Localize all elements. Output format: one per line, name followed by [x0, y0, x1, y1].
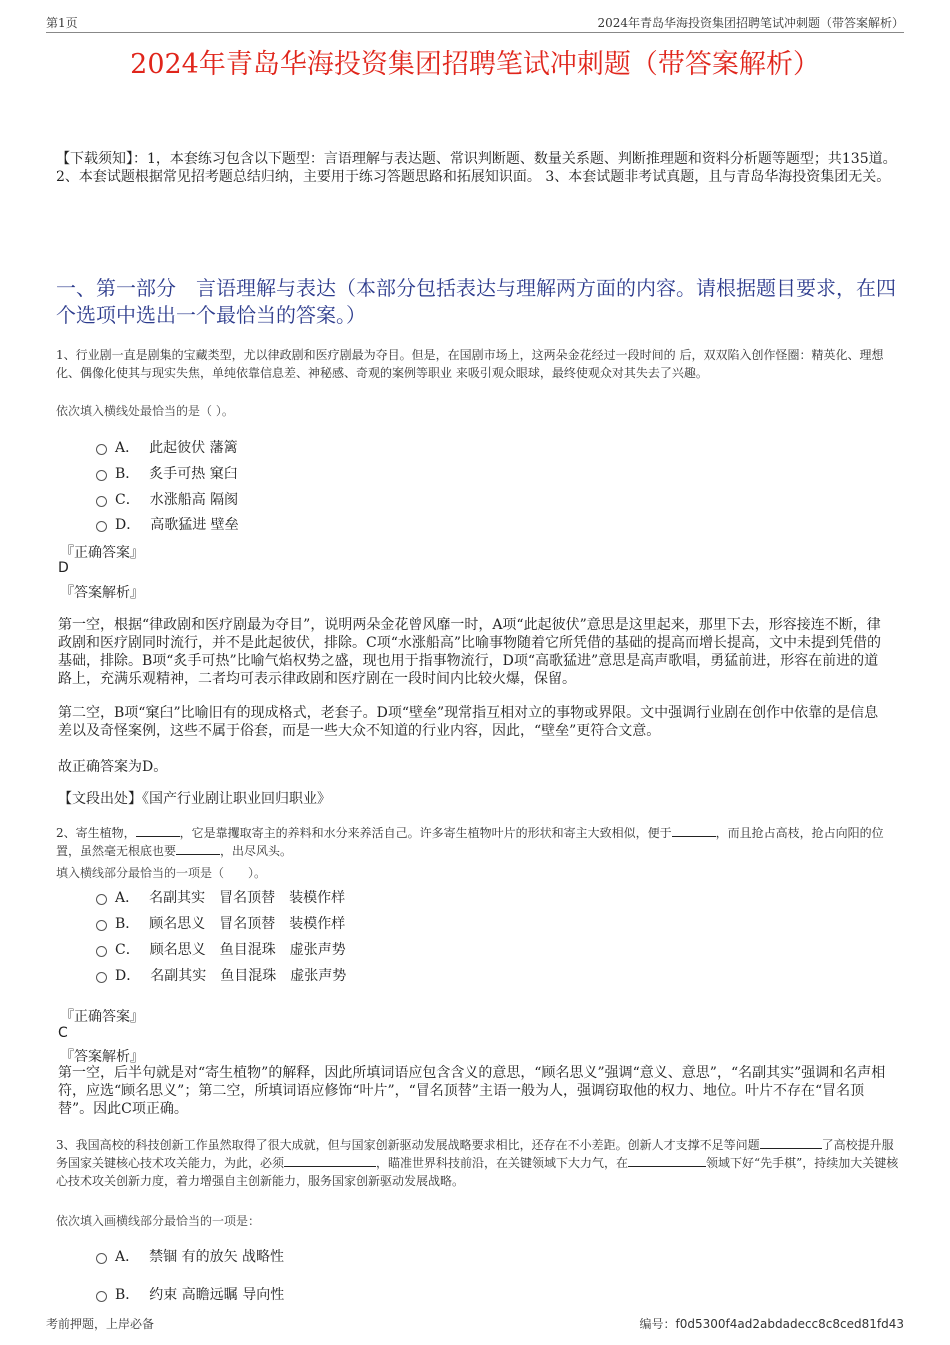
radio-icon[interactable] — [96, 444, 107, 455]
question-2-analysis-label: 『答案解析』 — [60, 1049, 144, 1065]
section-title: 一、第一部分 言语理解与表达（本部分包括表达与理解两方面的内容。请根据题目要求，在四个选项中选出一个最恰当的答案。） — [56, 276, 896, 327]
fill-blank[interactable] — [628, 1155, 706, 1167]
radio-icon[interactable] — [96, 1253, 107, 1264]
radio-icon[interactable] — [96, 521, 107, 532]
fill-blank[interactable] — [284, 1155, 376, 1167]
question-2-answer: C — [58, 1025, 68, 1041]
footer-code: 编号：f0d5300f4ad2abdadecc8c8ced81fd43 — [639, 1317, 904, 1331]
question-2-stem: 2、寄生植物， ，它是靠攫取寄主的养料和水分来养活自己。许多寄生植物叶片的形状和寄主大致相似，便于 ，而且抢占高枝，抢占向阳的位置，虽然毫无根底也要 ，出尽风头。 — [56, 826, 884, 858]
option-letter: B． — [115, 1287, 140, 1303]
option-text: 顾名思义 冒名顶替 装模作样 — [149, 916, 346, 932]
option-text: 水涨船高 隔阂 — [149, 492, 239, 508]
radio-icon[interactable] — [96, 972, 107, 983]
option-letter: B． — [115, 916, 140, 932]
fill-blank[interactable] — [672, 825, 716, 837]
question-3-option-a[interactable] — [96, 1246, 284, 1266]
question-1-option-c[interactable] — [96, 489, 238, 509]
question-2-hint: 填入横线部分最恰当的一项是（ ）。 — [56, 866, 267, 880]
download-notice: 【下载须知】：1，本套练习包含以下题型：言语理解与表达题、常识判断题、数量关系题、判断推理题和资料分析题等题型；共135道。 2、本套试题根据常见招考题总结归纳，主要用于练习答题思路和拓展知识面。 3、本套试题非考试真题，且与青岛华海投资集团无关。 — [56, 151, 897, 185]
fill-blank[interactable] — [136, 825, 180, 837]
question-1-hint: 依次填入横线处最恰当的是（ ）。 — [56, 404, 234, 418]
page-footer — [46, 1315, 904, 1332]
option-letter: A． — [115, 440, 140, 456]
document-title: 2024年青岛华海投资集团招聘笔试冲刺题（带答案解析） — [130, 49, 820, 80]
question-1-analysis-p3: 故正确答案为D。 — [58, 759, 168, 775]
question-2-answer-label: 『正确答案』 — [60, 1009, 144, 1025]
question-2-option-a[interactable] — [96, 887, 345, 907]
radio-icon[interactable] — [96, 1291, 107, 1302]
option-letter: A． — [115, 890, 140, 906]
question-1-analysis-p1: 第一空，根据“律政剧和医疗剧最为夺目”，说明两朵金花曾风靡一时，A项“此起彼伏”意思是这里起来，那里下去，形容接连不断，律政剧和医疗剧同时流行，并不是此起彼伏，排除。C项“水涨船高”比喻事物随着它所凭借的基础的提高而增长提高，文中未提到凭借的基础，排除。B项“炙手可热”比喻气焰权势之盛，现也用于指事物流行，D项“高歌猛进”意思是高声歌唱，勇猛前进，形容在前进的道路上，充满乐观精神，二者均可表示律政剧和医疗剧在一段时间内比较火爆，保留。 — [58, 617, 882, 687]
question-1-option-b[interactable] — [96, 463, 238, 483]
fill-blank[interactable] — [760, 1137, 822, 1149]
question-1-analysis-label: 『答案解析』 — [60, 585, 144, 601]
question-2-option-d[interactable] — [96, 965, 346, 985]
question-2-option-b[interactable] — [96, 913, 345, 933]
question-1-option-d[interactable] — [96, 514, 239, 534]
radio-icon[interactable] — [96, 496, 107, 507]
option-text: 顾名思义 鱼目混珠 虚张声势 — [149, 942, 346, 958]
radio-icon[interactable] — [96, 894, 107, 905]
question-1-option-a[interactable] — [96, 437, 238, 457]
radio-icon[interactable] — [96, 470, 107, 481]
question-2-option-c[interactable] — [96, 939, 346, 959]
option-text: 名副其实 冒名顶替 装模作样 — [149, 890, 346, 906]
option-text: 此起彼伏 藩篱 — [149, 440, 238, 456]
option-text: 高歌猛进 壁垒 — [150, 517, 239, 533]
page-number: 第1页 — [46, 16, 78, 30]
question-3-stem: 3、我国高校的科技创新工作虽然取得了很大成就，但与国家创新驱动发展战略要求相比，还存在不小差距。创新人才支撑不足等问题 了高校提升服务国家关键核心技术攻关能力，为此，必须 ，瞄准世界科技前沿，在关键领域下大力气，在 领域下好“先手棋”，持续加大关键核心技术攻关创新力度，着力增强自主创新能力，服务国家创新驱动发展战略。 — [56, 1138, 899, 1188]
header-doc-title: 2024年青岛华海投资集团招聘笔试冲刺题（带答案解析） — [597, 16, 904, 30]
question-1-answer-label: 『正确答案』 — [60, 545, 144, 561]
option-letter: D． — [115, 517, 141, 533]
option-text: 禁锢 有的放矢 战略性 — [149, 1249, 285, 1265]
option-letter: C． — [115, 492, 140, 508]
question-3-hint: 依次填入画横线部分最恰当的一项是： — [56, 1214, 261, 1228]
option-letter: D． — [115, 968, 141, 984]
radio-icon[interactable] — [96, 920, 107, 931]
fill-blank[interactable] — [176, 843, 220, 855]
question-1-stem: 1、行业剧一直是剧集的宝藏类型，尤以律政剧和医疗剧最为夺目。但是，在国剧市场上，这两朵金花经过一段时间的 后，双双陷入创作怪圈：精英化、理想化、偶像化使其与现实失焦，单纯依靠信息差、神秘感、奇观的案例等职业 来吸引观众眼球，最终使观众对其失去了兴趣。 — [56, 348, 884, 380]
option-text: 炙手可热 窠臼 — [149, 466, 238, 482]
page-header — [46, 14, 904, 33]
question-3-option-b[interactable] — [96, 1284, 284, 1304]
option-letter: B． — [115, 466, 140, 482]
option-text: 名副其实 鱼目混珠 虚张声势 — [150, 968, 347, 984]
footer-slogan: 考前押题，上岸必备 — [46, 1317, 155, 1331]
option-text: 约束 高瞻远瞩 导向性 — [149, 1287, 285, 1303]
question-1-analysis-p2: 第二空，B项“窠臼”比喻旧有的现成格式，老套子。D项“壁垒”现常指互相对立的事物或界限。文中强调行业剧在创作中依靠的是信息差以及奇怪案例，这些不属于俗套，而是一些大众不知道的行业内容，因此，“壁垒”更符合文意。 — [58, 705, 879, 739]
question-1-answer: D — [58, 560, 69, 576]
option-letter: C． — [115, 942, 140, 958]
question-2-analysis: 第一空，后半句就是对“寄生植物”的解释，因此所填词语应包含含义的意思，“顾名思义”强调“意义、意思”，“名副其实”强调和名声相符，应选“顾名思义”；第二空，所填词语应修饰“叶片”，“冒名顶替”主语一般为人，强调窃取他的权力、地位。叶片不存在“冒名顶替”。因此C项正确。 — [58, 1065, 886, 1117]
question-1-source: 【文段出处】《国产行业剧让职业回归职业》 — [58, 791, 331, 807]
radio-icon[interactable] — [96, 946, 107, 957]
option-letter: A． — [115, 1249, 140, 1265]
